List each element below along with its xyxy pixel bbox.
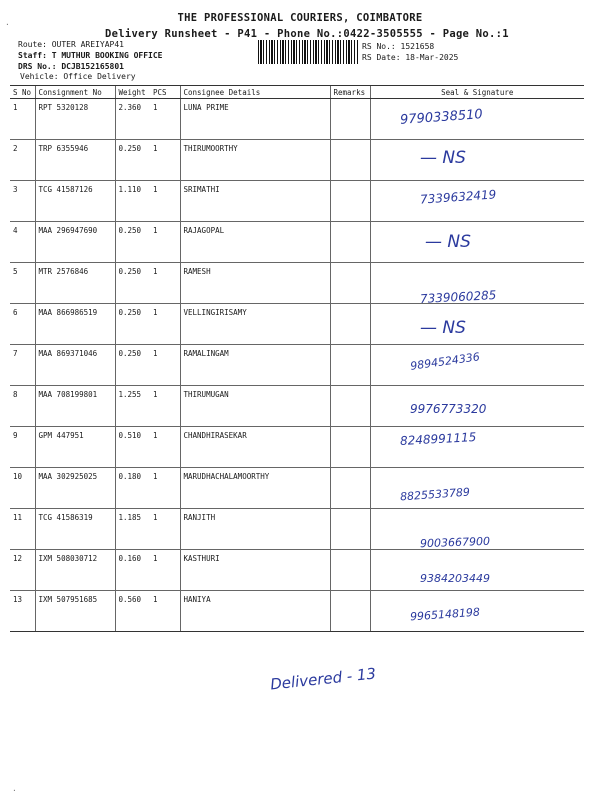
cell-consignment: TCG 41586319: [35, 509, 115, 550]
cell-consignment: TCG 41587126: [35, 181, 115, 222]
cell-consignee: RAMALINGAM: [180, 345, 330, 386]
cell-remarks: [330, 386, 370, 427]
handwritten-signature: 9976773320: [410, 402, 487, 416]
cell-remarks: [330, 99, 370, 140]
handwritten-signature: — NS: [425, 232, 471, 252]
cell-pcs: 1: [150, 304, 180, 345]
company-title: THE PROFESSIONAL COURIERS, COIMBATORE: [177, 12, 423, 24]
vehicle-label: Vehicle: Office Delivery: [20, 72, 136, 81]
cell-weight: 0.560: [115, 591, 150, 632]
runsheet-table: [10, 85, 584, 632]
staff-label: Staff: T MUTHUR BOOKING OFFICE: [18, 51, 163, 60]
col-sno: S No: [10, 86, 35, 99]
cell-remarks: [330, 263, 370, 304]
cell-consignment: MAA 708199801: [35, 386, 115, 427]
cell-remarks: [330, 550, 370, 591]
cell-consignee: LUNA PRIME: [180, 99, 330, 140]
cell-weight: 0.510: [115, 427, 150, 468]
cell-pcs: 1: [150, 222, 180, 263]
handwritten-signature: 7339632419: [419, 187, 497, 207]
cell-consignee: THIRUMOORTHY: [180, 140, 330, 181]
cell-consignee: THIRUMUGAN: [180, 386, 330, 427]
cell-remarks: [330, 345, 370, 386]
cell-consignee: RAJAGOPAL: [180, 222, 330, 263]
cell-pcs: 1: [150, 345, 180, 386]
cell-weight: 0.250: [115, 140, 150, 181]
cell-remarks: [330, 427, 370, 468]
cell-signature: [370, 304, 584, 345]
cell-pcs: 1: [150, 99, 180, 140]
cell-sno: 12: [10, 550, 35, 591]
cell-pcs: 1: [150, 591, 180, 632]
cell-sno: 6: [10, 304, 35, 345]
cell-remarks: [330, 140, 370, 181]
cell-remarks: [330, 509, 370, 550]
cell-weight: 0.160: [115, 550, 150, 591]
cell-sno: 2: [10, 140, 35, 181]
cell-consignment: IXM 507951685: [35, 591, 115, 632]
table-row: [10, 550, 584, 591]
cell-consignment: TRP 6355946: [35, 140, 115, 181]
cell-consignment: MAA 302925025: [35, 468, 115, 509]
cell-pcs: 1: [150, 181, 180, 222]
cell-sno: 9: [10, 427, 35, 468]
handwritten-signature: 9965148198: [409, 605, 481, 624]
table-row: [10, 345, 584, 386]
col-pcs: PCS: [150, 86, 180, 99]
handwritten-signature: 8248991115: [399, 430, 477, 448]
cell-remarks: [330, 591, 370, 632]
cell-weight: 0.250: [115, 345, 150, 386]
cell-pcs: 1: [150, 140, 180, 181]
table-row: [10, 181, 584, 222]
cell-consignee: HANIYA: [180, 591, 330, 632]
cell-consignment: MTR 2576846: [35, 263, 115, 304]
cell-signature: [370, 222, 584, 263]
cell-consignee: SRIMATHI: [180, 181, 330, 222]
handwritten-signature: — NS: [420, 318, 466, 338]
cell-consignment: RPT 5320128: [35, 99, 115, 140]
cell-consignee: RAMESH: [180, 263, 330, 304]
runsheet-subtitle: Delivery Runsheet - P41 - Phone No.:0422-3505555 - Page No.:1: [105, 28, 509, 40]
cell-consignee: KASTHURI: [180, 550, 330, 591]
route-label: Route: OUTER AREIYAP41: [18, 40, 124, 49]
rs-number: RS No.: 1521658: [362, 42, 435, 51]
cell-sno: 1: [10, 99, 35, 140]
handwritten-signature: 9894524336: [409, 350, 481, 373]
table-row: [10, 386, 584, 427]
cell-pcs: 1: [150, 509, 180, 550]
col-signature: Seal & Signature: [370, 86, 584, 99]
scan-mark: ·: [5, 20, 10, 29]
cell-sno: 13: [10, 591, 35, 632]
cell-sno: 3: [10, 181, 35, 222]
cell-remarks: [330, 181, 370, 222]
handwritten-signature: 9790338510: [399, 107, 484, 128]
cell-weight: 1.255: [115, 386, 150, 427]
cell-consignee: RANJITH: [180, 509, 330, 550]
cell-sno: 8: [10, 386, 35, 427]
cell-weight: 0.250: [115, 304, 150, 345]
cell-pcs: 1: [150, 550, 180, 591]
col-remarks: Remarks: [330, 86, 370, 99]
table-row: [10, 222, 584, 263]
cell-pcs: 1: [150, 263, 180, 304]
cell-sno: 4: [10, 222, 35, 263]
barcode: [258, 40, 358, 64]
cell-consignment: GPM 447951: [35, 427, 115, 468]
cell-remarks: [330, 468, 370, 509]
cell-remarks: [330, 222, 370, 263]
cell-sno: 5: [10, 263, 35, 304]
cell-signature: [370, 140, 584, 181]
cell-sno: 7: [10, 345, 35, 386]
cell-weight: 1.110: [115, 181, 150, 222]
table-row: [10, 591, 584, 632]
col-weight: Weight: [115, 86, 150, 99]
col-consignee: Consignee Details: [180, 86, 330, 99]
table-row: [10, 509, 584, 550]
table-header-row: [10, 86, 584, 99]
table-row: [10, 99, 584, 140]
cell-consignment: MAA 296947690: [35, 222, 115, 263]
cell-sno: 10: [10, 468, 35, 509]
cell-consignment: IXM 508030712: [35, 550, 115, 591]
cell-consignee: VELLINGIRISAMY: [180, 304, 330, 345]
table-row: [10, 427, 584, 468]
rs-date: RS Date: 18-Mar-2025: [362, 53, 459, 62]
cell-consignment: MAA 869371046: [35, 345, 115, 386]
cell-consignee: CHANDHIRASEKAR: [180, 427, 330, 468]
table-row: [10, 140, 584, 181]
cell-weight: 2.360: [115, 99, 150, 140]
cell-pcs: 1: [150, 427, 180, 468]
table-row: [10, 304, 584, 345]
cell-consignee: MARUDHACHALAMOORTHY: [180, 468, 330, 509]
cell-weight: 1.185: [115, 509, 150, 550]
handwritten-signature: — NS: [420, 148, 466, 168]
drs-label: DRS No.: DCJB152165801: [18, 62, 124, 71]
cell-weight: 0.180: [115, 468, 150, 509]
cell-consignment: MAA 866986519: [35, 304, 115, 345]
table-row: [10, 263, 584, 304]
cell-pcs: 1: [150, 468, 180, 509]
cell-remarks: [330, 304, 370, 345]
handwritten-signature: 8825533789: [399, 485, 471, 504]
cell-weight: 0.250: [115, 222, 150, 263]
handwritten-signature: 9384203449: [420, 572, 490, 585]
scan-mark: ·: [12, 786, 17, 795]
cell-sno: 11: [10, 509, 35, 550]
cell-weight: 0.250: [115, 263, 150, 304]
delivered-note: Delivered - 13: [269, 664, 377, 694]
cell-pcs: 1: [150, 386, 180, 427]
col-consignment: Consignment No: [35, 86, 115, 99]
handwritten-signature: 7339060285: [419, 288, 497, 306]
handwritten-signature: 9003667900: [419, 534, 491, 551]
table-row: [10, 468, 584, 509]
